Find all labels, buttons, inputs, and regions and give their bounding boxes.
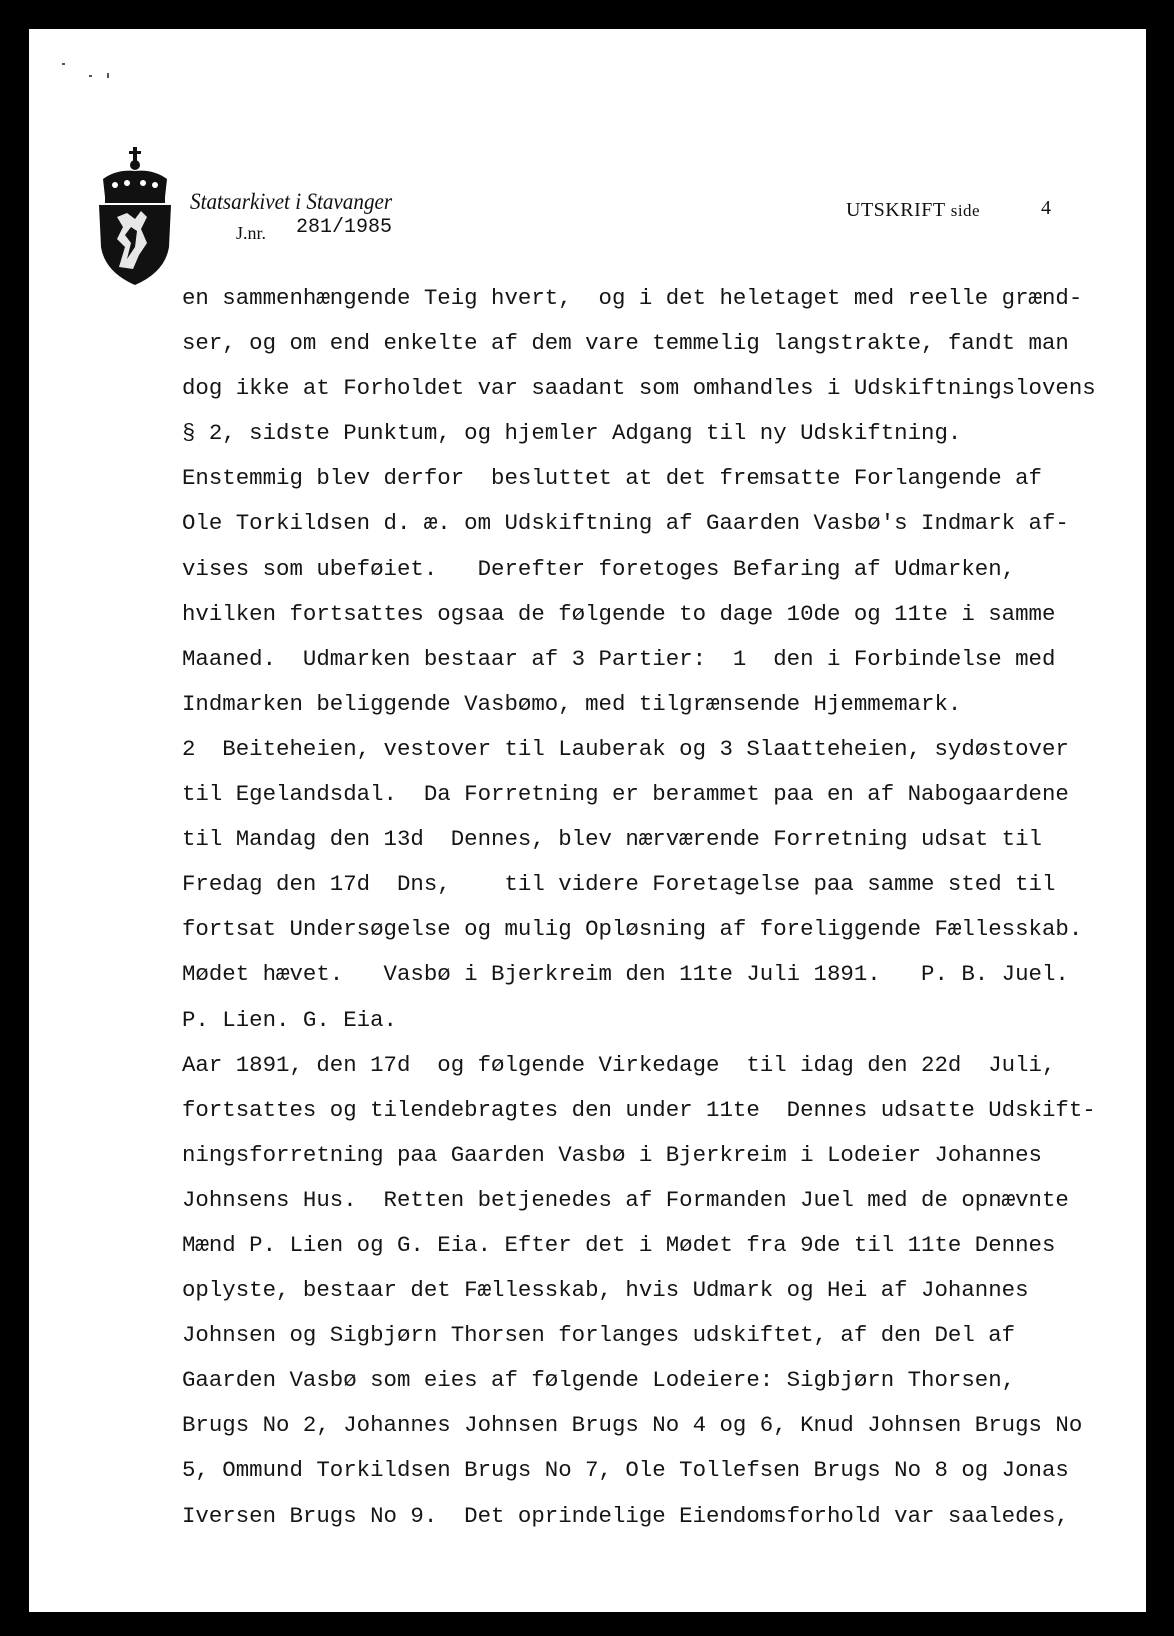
text-line: Fredag den 17d Dns, til videre Foretagelse paa samme sted til <box>182 871 1056 898</box>
text-line: Mødet hævet. Vasbø i Bjerkreim den 11te Juli 1891. P. B. Juel. <box>182 961 1069 988</box>
scan-speck <box>89 75 92 77</box>
text-line: hvilken fortsattes ogsaa de følgende to dage 10de og 11te i samme <box>182 600 1056 627</box>
text-line: til Egelandsdal. Da Forretning er berammet paa en af Nabogaardene <box>182 781 1069 808</box>
norwegian-coat-of-arms-icon <box>97 147 173 287</box>
text-line: Johnsen og Sigbjørn Thorsen forlanges udskiftet, af den Del af <box>182 1322 1016 1349</box>
scan-speck <box>62 63 65 65</box>
text-line: Brugs No 2, Johannes Johnsen Brugs No 4 og 6, Knud Johnsen Brugs No <box>182 1412 1083 1439</box>
text-line: Maaned. Udmarken bestaar af 3 Partier: 1 den i Forbindelse med <box>182 645 1056 672</box>
text-line: Johnsens Hus. Retten betjenedes af Formanden Juel med de opnævnte <box>182 1186 1069 1213</box>
text-line: Iversen Brugs No 9. Det oprindelige Eiendomsforhold var saaledes, <box>182 1502 1069 1529</box>
text-line: 5, Ommund Torkildsen Brugs No 7, Ole Tollefsen Brugs No 8 og Jonas <box>182 1457 1069 1484</box>
text-line: § 2, sidste Punktum, og hjemler Adgang til ny Udskiftning. <box>182 420 962 447</box>
text-line: til Mandag den 13d Dennes, blev nærværende Forretning udsat til <box>182 826 1042 853</box>
text-line: vises som ubeføiet. Derefter foretoges Befaring af Udmarken, <box>182 555 1016 582</box>
journal-number-label: J.nr. <box>236 223 267 243</box>
text-line: Aar 1891, den 17d og følgende Virkedage til idag den 22d Juli, <box>182 1051 1056 1078</box>
text-line: ser, og om end enkelte af dem vare temmelig langstrakte, fandt man <box>182 330 1069 357</box>
scan-speck <box>107 73 109 78</box>
journal-number: 281/1985 <box>296 216 393 239</box>
side-label: side <box>950 201 981 220</box>
text-line: Indmarken beliggende Vasbømo, med tilgrænsende Hjemmemark. <box>182 690 962 717</box>
archive-name: Statsarkivet i Stavanger <box>190 189 393 214</box>
text-line: fortsattes og tilendebragtes den under 11te Dennes udsatte Udskift- <box>182 1096 1096 1123</box>
page-number: 4 <box>1041 197 1051 219</box>
document-body <box>182 276 1096 1539</box>
text-line: ningsforretning paa Gaarden Vasbø i Bjerkreim i Lodeier Johannes <box>182 1141 1042 1168</box>
text-line: 2 Beiteheien, vestover til Lauberak og 3 Slaatteheien, sydøstover <box>182 735 1069 762</box>
text-line: Ole Torkildsen d. æ. om Udskiftning af Gaarden Vasbø's Indmark af- <box>182 510 1069 537</box>
transcript-header <box>846 199 980 222</box>
text-line: en sammenhængende Teig hvert, og i det heletaget med reelle grænd- <box>182 285 1083 311</box>
text-line: Gaarden Vasbø som eies af følgende Lodeiere: Sigbjørn Thorsen, <box>182 1367 1016 1394</box>
text-line: fortsat Undersøgelse og mulig Opløsning af foreliggende Fællesskab. <box>182 916 1083 943</box>
text-line: dog ikke at Forholdet var saadant som omhandles i Udskiftningslovens <box>182 375 1096 402</box>
text-line: P. Lien. G. Eia. <box>182 1006 397 1033</box>
transcript-label: UTSKRIFT <box>846 199 946 221</box>
text-line: oplyste, bestaar det Fællesskab, hvis Udmark og Hei af Johannes <box>182 1277 1029 1304</box>
text-line: Mænd P. Lien og G. Eia. Efter det i Mødet fra 9de til 11te Dennes <box>182 1231 1056 1258</box>
text-line: Enstemmig blev derfor besluttet at det fremsatte Forlangende af <box>182 465 1042 492</box>
